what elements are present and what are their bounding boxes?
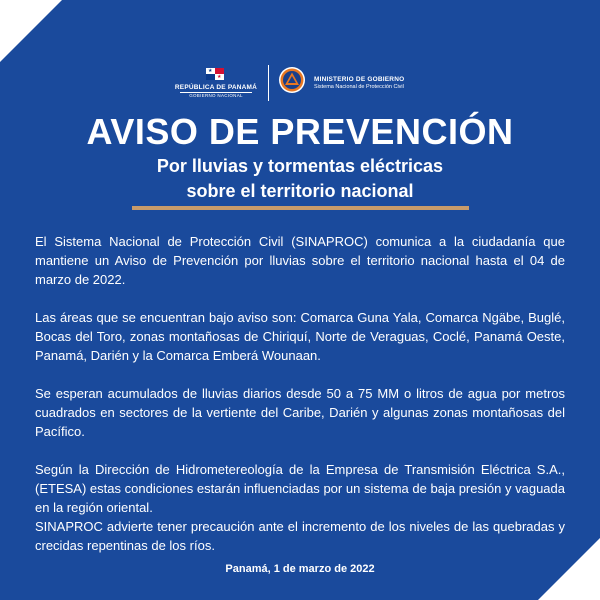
paragraph-areas: Las áreas que se encuentran bajo aviso son: Comarca Guna Yala, Comarca Ngäbe, Buglé, Bocas del Toro, zonas montañosas de Chiriquí, Norte de Veraguas, Coclé, Panamá Oeste, Panamá, Darién y la Comarca Emberá Wounaan. [35,310,565,363]
paragraph-intro: El Sistema Nacional de Protección Civil (SINAPROC) comunica a la ciudadanía que mantiene un Aviso de Prevención por lluvias sobre el territorio nacional hasta el 04 de marzo de 2022. [35,234,565,287]
notice-body [35,232,565,555]
notice-subtitle-line2: sobre el territorio nacional [186,181,414,201]
civil-protection-seal-icon [278,66,306,94]
notice-subtitle-line1: Por lluvias y tormentas eléctricas [156,156,444,176]
ministry-subtitle: Sistema Nacional de Protección Civil [314,84,404,90]
accent-rule [132,206,469,210]
logo-divider [268,65,269,101]
panama-flag-icon: ★ ★ [206,68,224,80]
republic-title: REPÚBLICA DE PANAMÁ [174,84,258,91]
notice-date: Panamá, 1 de marzo de 2022 [225,563,375,575]
corner-decoration-top-left [0,0,62,62]
header-logos [0,62,600,104]
republic-subtitle: GOBIERNO NACIONAL [189,93,243,98]
paragraph-warning: SINAPROC advierte tener precaución ante el incremento de los niveles de las quebradas y crecidas repentinas de los ríos. [35,519,565,553]
notice-title: AVISO DE PREVENCIÓN [86,111,514,152]
paragraph-rainfall: Se esperan acumulados de lluvias diarios desde 50 a 75 MM o litros de agua por metros cuadrados en sectores de la vertiente del Caribe, Darién y algunas zonas montañosas del Pacífico. [35,386,565,439]
paragraph-etesa: Según la Dirección de Hidrometereología de la Empresa de Transmisión Eléctrica S.A., (ETESA) estas condiciones estarán influenciadas por un sistema de baja presión y vaguada en la región oriental. [35,462,565,515]
ministry-title: MINISTERIO DE GOBIERNO [314,76,405,83]
